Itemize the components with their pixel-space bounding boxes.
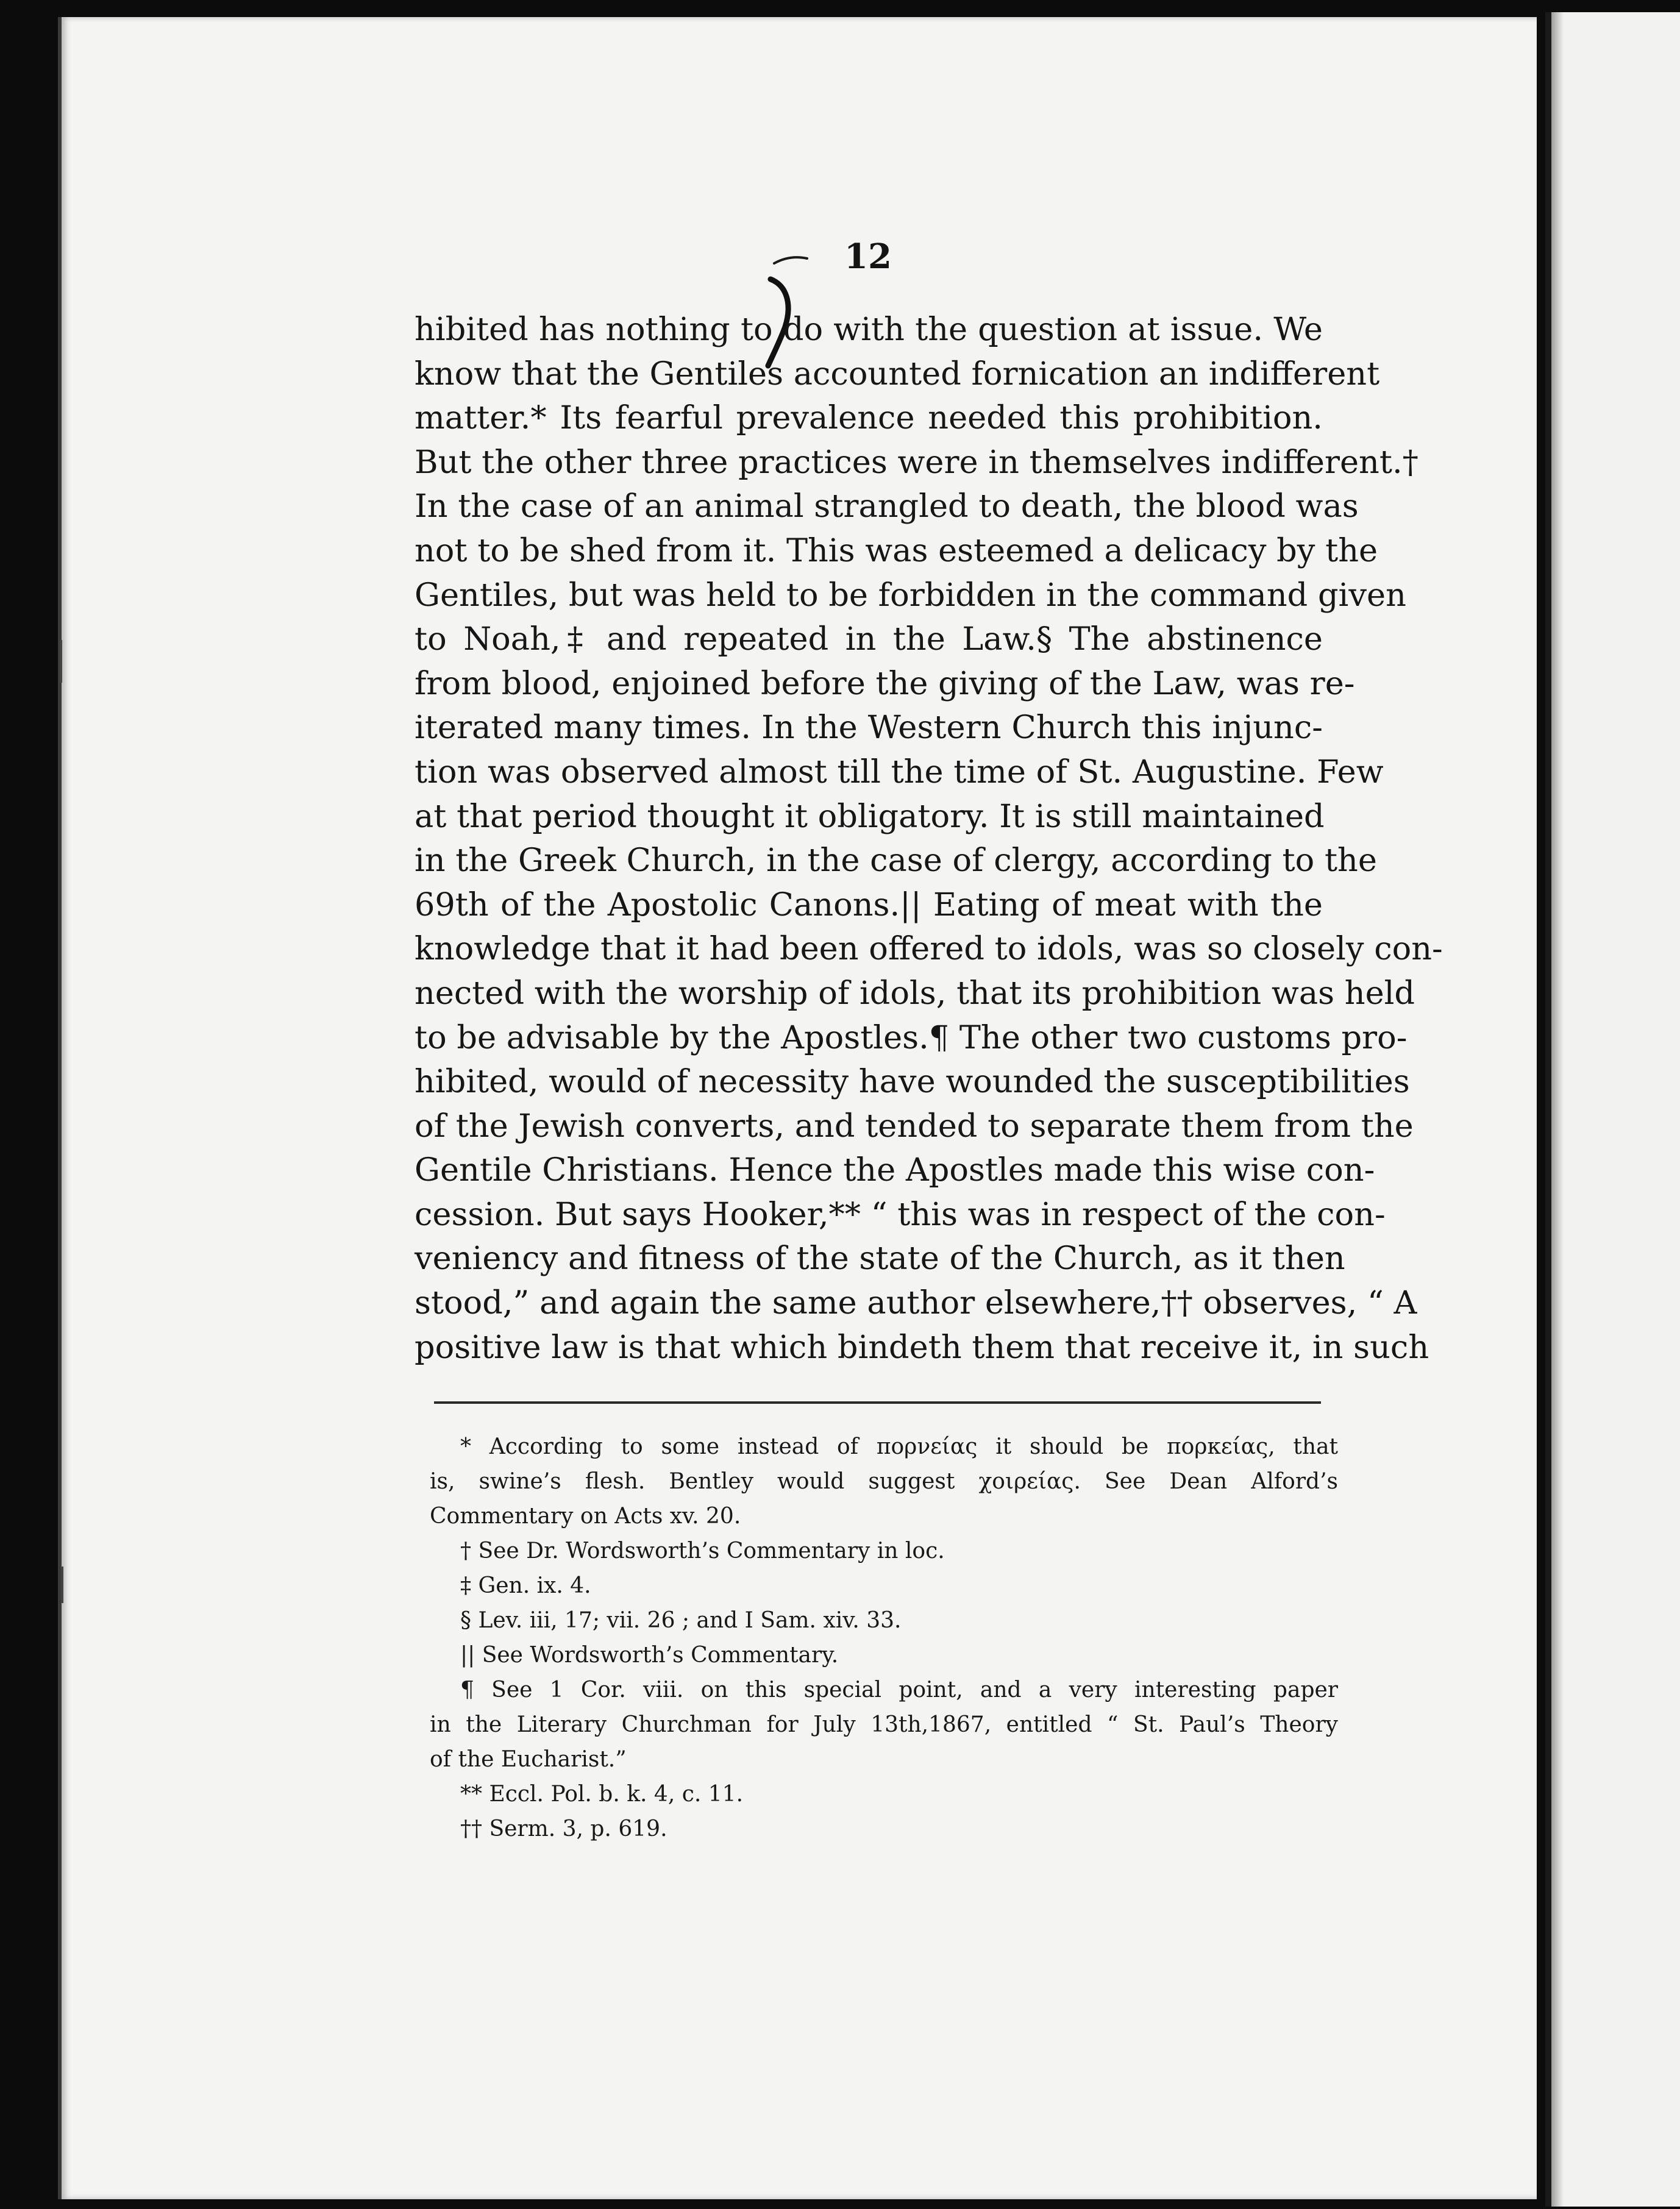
footnote-line: * According to some instead of πορνείας it should be πορκείας, that — [460, 1434, 1338, 1459]
body-line: to be advisable by the Apostles.¶ The other two customs pro- — [415, 1019, 1408, 1056]
body-line: hibited, would of necessity have wounded the susceptibilities — [415, 1063, 1410, 1101]
body-line: of the Jewish converts, and tended to separate them from the — [415, 1107, 1414, 1145]
footnote-line: †† Serm. 3, p. 619. — [460, 1816, 667, 1841]
body-line: in the Greek Church, in the case of clergy, according to the — [415, 842, 1377, 880]
body-line: positive law is that which bindeth them that receive it, in such — [415, 1328, 1429, 1366]
footnote-line: in the Literary Churchman for July 13th,1867, entitled “ St. Paul’s Theory — [430, 1712, 1338, 1737]
body-line: knowledge that it had been offered to idols, was so closely con- — [415, 930, 1443, 968]
adjacent-page-edge — [1545, 12, 1680, 2207]
footnote-line: ** Eccl. Pol. b. k. 4, c. 11. — [460, 1782, 744, 1807]
footnotes — [430, 1429, 1338, 1846]
footnote-line: § Lev. iii, 17; vii. 26 ; and I Sam. xiv. 33. — [460, 1608, 902, 1633]
page-number: 12 — [844, 237, 892, 277]
footnote-line: ¶ See 1 Cor. viii. on this special point, and a very interesting paper — [460, 1677, 1338, 1702]
body-line: stood,” and again the same author elsewhere,†† observes, “ A — [415, 1284, 1417, 1322]
body-line: veniency and fitness of the state of the Church, as it then — [415, 1240, 1345, 1278]
body-line: iterated many times. In the Western Church this injunc- — [415, 709, 1323, 747]
footnote-line: of the Eucharist.” — [430, 1747, 627, 1772]
body-line: know that the Gentiles accounted fornication an indifferent — [415, 355, 1380, 393]
margin-mark — [60, 640, 62, 683]
margin-mark — [61, 1567, 63, 1603]
page-gutter-shadow — [1551, 12, 1564, 2207]
body-line: cession. But says Hooker,** “ this was in respect of the con- — [415, 1195, 1386, 1233]
body-line: at that period thought it obligatory. It is still maintained — [415, 797, 1325, 835]
body-line: 69th of the Apostolic Canons.|| Eating of meat with the — [415, 886, 1323, 923]
body-line: Gentiles, but was held to be forbidden in the command given — [415, 576, 1406, 614]
body-line: tion was observed almost till the time of St. Augustine. Few — [415, 753, 1384, 791]
body-text — [415, 308, 1443, 1370]
body-line: nected with the worship of idols, that its prohibition was held — [415, 974, 1415, 1012]
footnote-line: † See Dr. Wordsworth’s Commentary in loc. — [460, 1538, 945, 1563]
body-line: matter.* Its fearful prevalence needed this prohibition. — [415, 399, 1323, 437]
body-line: from blood, enjoined before the giving of the Law, was re- — [415, 664, 1355, 702]
footnote-rule — [434, 1401, 1321, 1404]
body-line: But the other three practices were in themselves indifferent.† — [415, 443, 1418, 481]
footnote-line: || See Wordsworth’s Commentary. — [460, 1643, 839, 1668]
body-line: hibited has nothing to do with the question at issue. We — [415, 311, 1323, 348]
body-line: In the case of an animal strangled to death, the blood was — [415, 488, 1359, 525]
footnote-line: ‡ Gen. ix. 4. — [460, 1573, 591, 1598]
footnote-line: Commentary on Acts xv. 20. — [430, 1504, 741, 1529]
body-line: not to be shed from it. This was esteemed a delicacy by the — [415, 532, 1378, 569]
body-line: to Noah,‡ and repeated in the Law.§ The abstinence — [415, 621, 1323, 658]
body-line: Gentile Christians. Hence the Apostles made this wise con- — [415, 1151, 1375, 1189]
footnote-line: is, swine’s flesh. Bentley would suggest χοιρείας. See Dean Alford’s — [430, 1469, 1338, 1494]
